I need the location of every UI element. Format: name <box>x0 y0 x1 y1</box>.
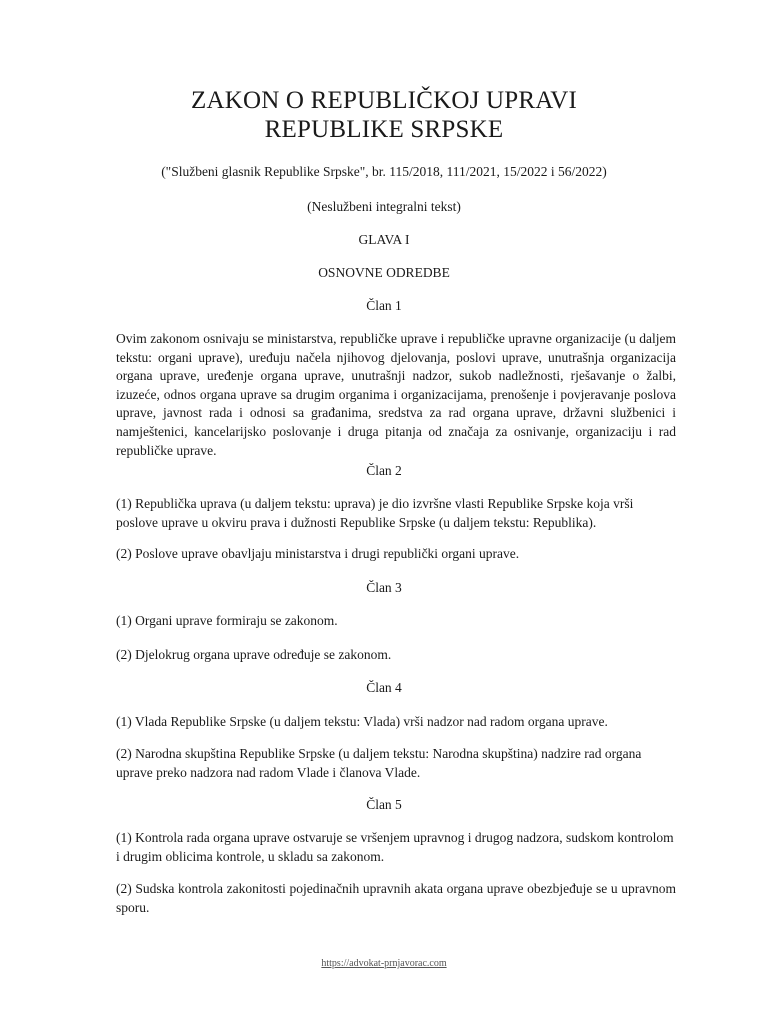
document-title-line-1: ZAKON O REPUBLIČKOJ UPRAVI <box>190 87 578 114</box>
article-paragraph: (2) Narodna skupština Republike Srpske (u daljem tekstu: Narodna skupština) nadzire rad organa uprave preko nadzora nad radom Vlade i članova Vlade. <box>116 746 642 780</box>
article-paragraph: Ovim zakonom osnivaju se ministarstva, republičke uprave i republičke upravne organizacije (u daljem tekstu: organi uprave), uređuju načela njihovog djelovanja, poslovi uprave, unutrašnja organizacija organa uprave, uređenje organa uprave, unutrašnji nadzor, sukob nadležnosti, rješavanje o žalbi, izuzeće, odnos organa uprave sa drugim organima i organizacijama, prenošenje i povjeravanje poslova uprave, javnost rada i odnosi sa građanima, sredstva za rad organa uprave, državni službenici i namještenici, kancelarijsko poslovanje i druga pitanja od značaja za osnivanje, organizaciju i rad republičke uprave. <box>116 331 676 458</box>
article-paragraph: (1) Organi uprave formiraju se zakonom. <box>116 613 338 628</box>
article-paragraph: (1) Vlada Republike Srpske (u daljem tekstu: Vlada) vrši nadzor nad radom organa uprave. <box>116 714 608 729</box>
article-paragraph: (2) Djelokrug organa uprave određuje se zakonom. <box>116 647 392 662</box>
chapter-title: OSNOVNE ODREDBE <box>318 265 450 280</box>
article-heading: Član 4 <box>366 680 402 695</box>
article-heading: Član 1 <box>366 298 402 313</box>
article-heading: Član 3 <box>366 580 402 595</box>
article-paragraph: (1) Republička uprava (u daljem tekstu: uprava) je dio izvršne vlasti Republike Srpske koja vrši poslove uprave u okviru prava i dužnosti Republike Srpske (u daljem tekstu: Republika). <box>116 496 634 530</box>
document-title-line-2: REPUBLIKE SRPSKE <box>264 116 504 143</box>
article-paragraph: (1) Kontrola rada organa uprave ostvaruje se vršenjem upravnog i drugog nadzora, sudskom kontrolom i drugim oblicima kontrole, u skladu sa zakonom. <box>116 830 674 864</box>
website-link[interactable]: https://advokat-prnjavorac.com <box>321 958 447 969</box>
document-title <box>0 86 768 144</box>
chapter-heading: GLAVA I <box>358 232 410 247</box>
article-paragraph: (2) Sudska kontrola zakonitosti pojedinačnih upravnih akata organa uprave obezbjeđuje se u upravnom sporu. <box>116 881 676 915</box>
article-heading: Član 2 <box>366 463 402 478</box>
article-heading: Član 5 <box>366 797 402 812</box>
gazette-reference: ("Službeni glasnik Republike Srpske", br. 115/2018, 111/2021, 15/2022 i 56/2022) <box>161 164 607 179</box>
article-paragraph: (2) Poslove uprave obavljaju ministarstva i drugi republički organi uprave. <box>116 546 520 561</box>
unofficial-text-note: (Neslužbeni integralni tekst) <box>307 199 461 214</box>
